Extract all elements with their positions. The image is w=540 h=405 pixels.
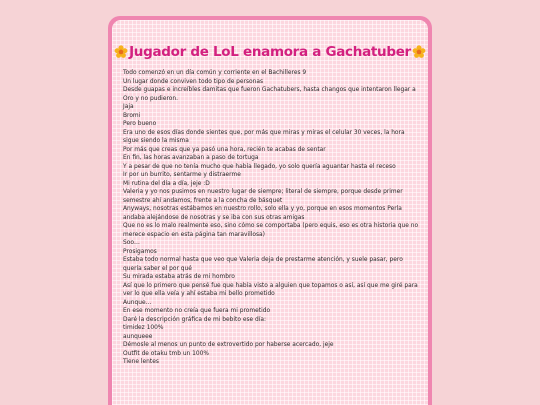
post-line: Estaba todo normal hasta que veo que Valeria deja de prestarme atención, y suele pasar, pero quería saber el por qué bbox=[123, 257, 403, 272]
post-header bbox=[112, 40, 428, 64]
post-line: Bromi bbox=[123, 112, 141, 119]
post-line: Era uno de esos días donde sientes que, por más que miras y miras el celular 30 veces, la hora sigue siendo la misma bbox=[123, 129, 405, 144]
post-body bbox=[123, 69, 419, 367]
post-line: Desde guapas e increíbles damitas que fueron Gachatubers, hasta changos que intentaron llegar a Oro y no pudieron. bbox=[123, 87, 416, 102]
post-line: Tiene lentes bbox=[123, 359, 159, 365]
post-card bbox=[112, 20, 428, 405]
post-line: Mi rutina del día a día, jeje :D bbox=[123, 180, 210, 187]
post-line: Anyways, nosotras estábamos en nuestro rollo, solo ella y yo, porque en esos momentos Perla andaba alejándose de nosotras y se iba con sus otras amigas bbox=[123, 206, 402, 221]
post-line: Un lugar donde conviven todo tipo de personas bbox=[123, 78, 264, 85]
flower-icon bbox=[412, 45, 426, 59]
post-line: aunqueee bbox=[123, 333, 153, 340]
post-line: En fin, las horas avanzaban a paso de tortuga bbox=[123, 155, 259, 161]
post-line: Jaja bbox=[123, 104, 134, 110]
post-line: Aunque… bbox=[123, 299, 152, 306]
post-title: Jugador de LoL enamora a Gachatuber bbox=[129, 44, 411, 60]
post-line: timidez 100% bbox=[123, 325, 164, 331]
post-line: Soo… bbox=[123, 240, 140, 246]
post-line: Pero bueno bbox=[123, 121, 157, 127]
post-line: Daré la descripción gráfica de mi bebito ese día: bbox=[123, 316, 266, 323]
post-line: Outfit de otaku tmb un 100% bbox=[123, 350, 210, 357]
post-line: Valeria y yo nos pusimos en nuestro lugar de siempre; literal de siempre, porque desde primer semestre ahí andamos, frente a la concha de básquet bbox=[123, 189, 403, 204]
post-line: Y a pesar de que no tenía mucho que había llegado, yo solo quería aguantar hasta el receso bbox=[123, 163, 396, 170]
post-line: Así que lo primero que pensé fue que había visto a alguien que topamos o así, así que me giré para ver lo que ella veía y ahí estaba mi bello prometido bbox=[123, 282, 418, 297]
post-line: Su mirada estaba atrás de mi hombro bbox=[123, 274, 235, 280]
post-line: Que no es lo malo realmente eso, sino cómo se comportaba (pero equis, eso es otra historia que no merece espacio en esta página tan maravillosa) bbox=[123, 223, 419, 238]
post-line: Ir por un burrito, sentarme y distraerme bbox=[123, 172, 241, 178]
flower-icon bbox=[114, 45, 128, 59]
post-line: Démosle al menos un punto de extrovertido por haberse acercado, jeje bbox=[123, 342, 334, 348]
post-line: Por más que creas que ya pasó una hora, recién te acabas de sentar bbox=[123, 146, 326, 153]
post-line: En ese momento no creía que fuera mi prometido bbox=[123, 308, 271, 314]
post-line: Todo comenzó en un día común y corriente en el Bachilleres 9 bbox=[123, 70, 307, 76]
post-line: Prosigamos bbox=[123, 248, 157, 255]
